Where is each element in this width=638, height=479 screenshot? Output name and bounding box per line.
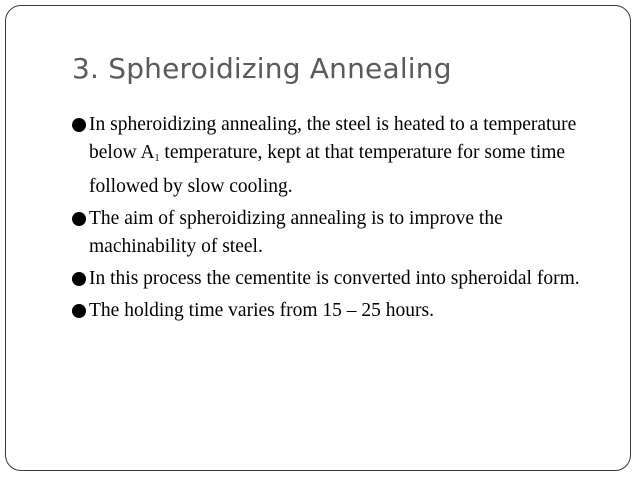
bullet-text: The aim of spheroidizing annealing is to improve the machinability of steel. [89, 208, 503, 257]
bullet-dot-icon [72, 118, 86, 132]
bullet-text: In spheroidizing annealing, the steel is heated to a temperature below $A_1$ temperature, kept at that temperature for some time followed by slow cooling. [89, 114, 577, 197]
bullet-item [72, 111, 612, 201]
bullet-item [72, 297, 612, 325]
bullet-text: The holding time varies from 15 – 25 hours. [89, 300, 434, 321]
bullet-item [72, 265, 612, 293]
bullet-dot-icon [72, 304, 86, 318]
bullet-list [72, 111, 612, 329]
bullet-text: In this process the cementite is converted into spheroidal form. [89, 268, 580, 289]
subscript: 1 [154, 153, 160, 164]
bullet-dot-icon [72, 212, 86, 226]
slide-title: 3. Spheroidizing Annealing [72, 52, 452, 85]
bullet-dot-icon [72, 272, 86, 286]
bullet-item [72, 205, 612, 261]
